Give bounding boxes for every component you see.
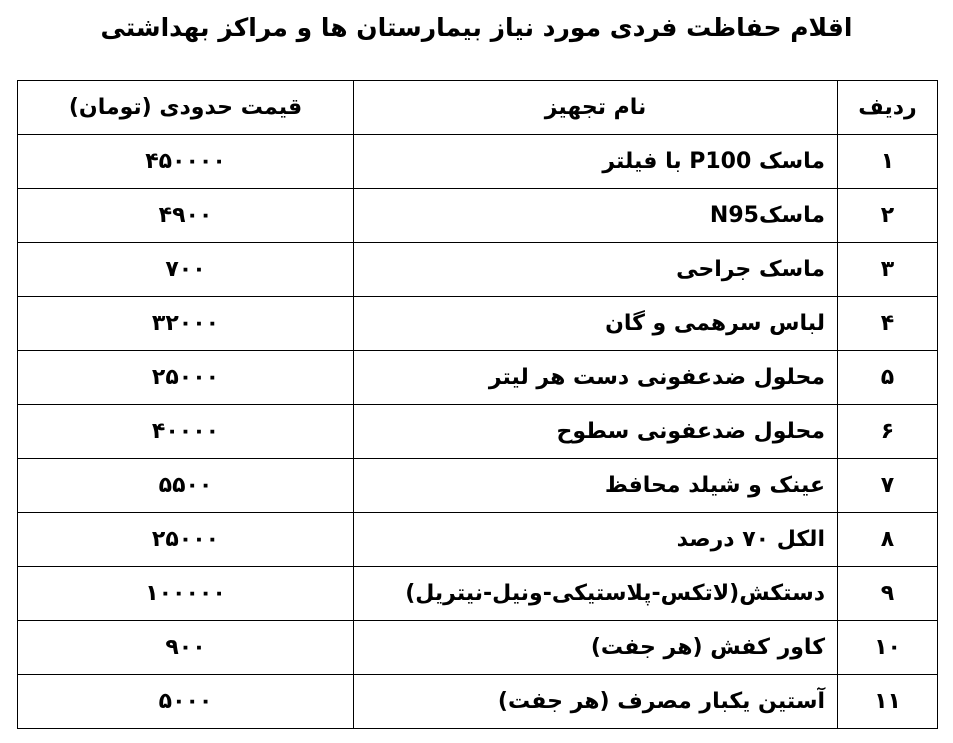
row-item-name: ماسک جراحی bbox=[354, 243, 838, 297]
table-row bbox=[18, 135, 938, 189]
equipment-table bbox=[17, 80, 938, 729]
row-index: ۱ bbox=[838, 135, 938, 189]
row-item-name: محلول ضدعفونی دست هر لیتر bbox=[354, 351, 838, 405]
table-row bbox=[18, 243, 938, 297]
table-row bbox=[18, 513, 938, 567]
row-index: ۱۱ bbox=[838, 675, 938, 729]
row-price: ۷۰۰ bbox=[18, 243, 354, 297]
table-row bbox=[18, 567, 938, 621]
row-price: ۴۵۰۰۰۰ bbox=[18, 135, 354, 189]
row-price: ۵۵۰۰ bbox=[18, 459, 354, 513]
row-item-name: ماسک P100 با فیلتر bbox=[354, 135, 838, 189]
row-price: ۳۲۰۰۰ bbox=[18, 297, 354, 351]
table-row bbox=[18, 621, 938, 675]
row-price: ۴۹۰۰ bbox=[18, 189, 354, 243]
table-header-row bbox=[18, 81, 938, 135]
row-item-name: لباس سرهمی و گان bbox=[354, 297, 838, 351]
row-item-name: آستین یکبار مصرف (هر جفت) bbox=[354, 675, 838, 729]
row-item-name: کاور کفش (هر جفت) bbox=[354, 621, 838, 675]
row-price: ۲۵۰۰۰ bbox=[18, 513, 354, 567]
row-index: ۸ bbox=[838, 513, 938, 567]
row-item-name: دستکش(لاتکس-پلاستیکی-ونیل-نیتریل) bbox=[354, 567, 838, 621]
row-price: ۴۰۰۰۰ bbox=[18, 405, 354, 459]
table-row bbox=[18, 351, 938, 405]
row-item-name: عینک و شیلد محافظ bbox=[354, 459, 838, 513]
row-price: ۹۰۰ bbox=[18, 621, 354, 675]
row-price: ۲۵۰۰۰ bbox=[18, 351, 354, 405]
table-row bbox=[18, 189, 938, 243]
header-index: ردیف bbox=[838, 81, 938, 135]
header-price: قیمت حدودی (تومان) bbox=[18, 81, 354, 135]
row-index: ۶ bbox=[838, 405, 938, 459]
row-price: ۱۰۰۰۰۰ bbox=[18, 567, 354, 621]
row-index: ۲ bbox=[838, 189, 938, 243]
document-title: اقلام حفاظت فردی مورد نیاز بیمارستان ها و مراکز بهداشتی bbox=[100, 13, 853, 42]
header-name: نام تجهیز bbox=[354, 81, 838, 135]
row-index: ۱۰ bbox=[838, 621, 938, 675]
row-item-name: الکل ۷۰ درصد bbox=[354, 513, 838, 567]
row-index: ۴ bbox=[838, 297, 938, 351]
table-row bbox=[18, 675, 938, 729]
row-index: ۵ bbox=[838, 351, 938, 405]
row-item-name: ماسکN95 bbox=[354, 189, 838, 243]
table-row bbox=[18, 405, 938, 459]
row-price: ۵۰۰۰ bbox=[18, 675, 354, 729]
row-item-name: محلول ضدعفونی سطوح bbox=[354, 405, 838, 459]
table-row bbox=[18, 297, 938, 351]
row-index: ۷ bbox=[838, 459, 938, 513]
row-index: ۳ bbox=[838, 243, 938, 297]
row-index: ۹ bbox=[838, 567, 938, 621]
table-row bbox=[18, 459, 938, 513]
